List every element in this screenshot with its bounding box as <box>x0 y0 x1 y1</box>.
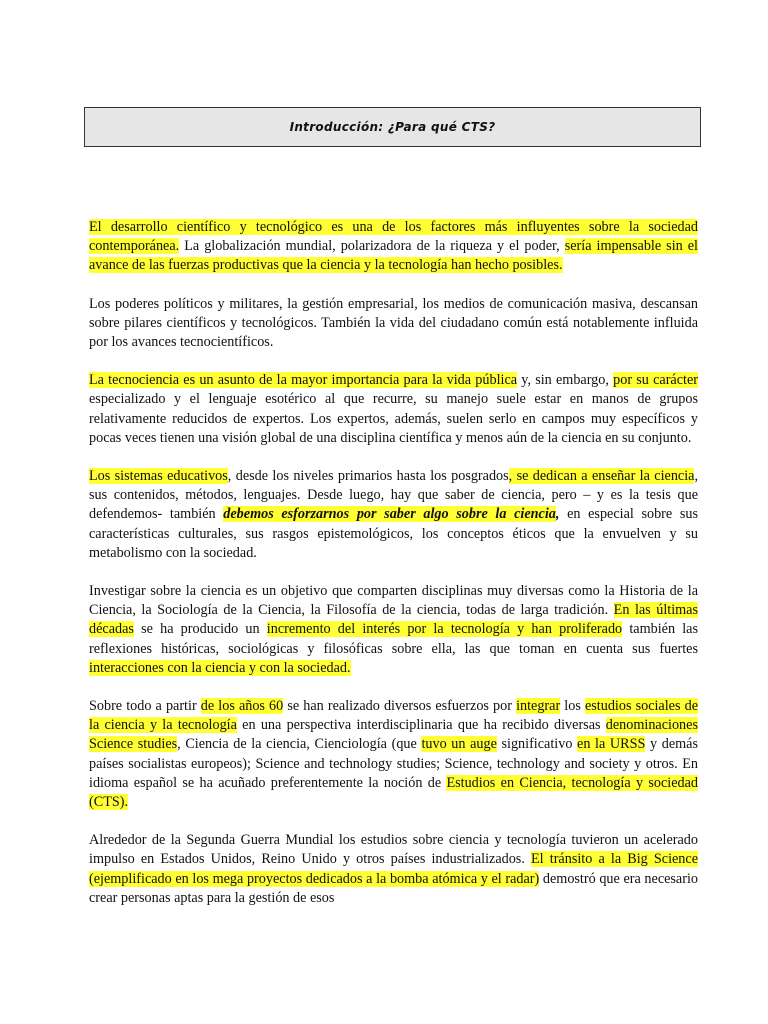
title-box <box>84 107 701 147</box>
highlighted-text: debemos esforzarnos por saber algo sobre la ciencia <box>223 506 556 523</box>
highlighted-text: de los años 60 <box>200 698 284 715</box>
text-run: La globalización mundial, polarizadora de la riqueza y el poder, <box>179 238 565 255</box>
text-run: se ha producido un <box>133 621 267 638</box>
paragraph <box>89 467 698 563</box>
text-run: los <box>560 698 585 715</box>
highlighted-text: incremento del interés por la tecnología y han proliferado <box>266 621 623 638</box>
text-run: Alrededor de la Segunda Guerra Mundial los estudios sobre ciencia y tecnología tuvieron un acelerado impulso en Estados Unidos, Reino Unido y otros países industrializados. <box>89 832 698 868</box>
text-run: también las reflexiones históricas, sociológicas y filosóficas sobre ella, las que toman en cuenta sus fuertes <box>89 621 698 657</box>
highlighted-text: tuvo un auge <box>421 736 497 753</box>
text-run: Investigar sobre la ciencia es un objetivo que comparten disciplinas muy diversas como la Historia de la Ciencia, la Sociología de la Ciencia, la Filosofía de la ciencia, todas de larga tradición. <box>89 583 698 619</box>
text-run: significativo <box>496 736 578 753</box>
text-run: Sobre todo a partir <box>89 698 201 715</box>
highlighted-text: por su carácter <box>613 372 698 389</box>
paragraph <box>89 582 698 678</box>
text-run: se han realizado diversos esfuerzos por <box>283 698 517 715</box>
highlighted-text: sería impensable sin el avance de las fuerzas productivas que la ciencia y la tecnología han hecho posibles. <box>89 238 698 274</box>
highlighted-text: denominaciones Science studies <box>89 717 698 753</box>
highlighted-text: El desarrollo científico y tecnológico es una de los factores más influyentes sobre la sociedad contemporánea. <box>89 219 698 255</box>
text-run: especializado y el lenguaje esotérico al que recurre, su manejo suele estar en manos de grupos relativamente reducidos de expertos. Los expertos, además, suelen serlo en campos muy específicos y pocas veces tienen una visión global de una disciplina científica y menos aún de la ciencia en su conjunto. <box>89 391 698 446</box>
text-run: , desde los niveles primarios hasta los posgrados <box>227 468 509 485</box>
text-run: demostró que era necesario crear personas aptas para la gestión de esos <box>89 870 698 906</box>
highlighted-text: interacciones con la ciencia y con la sociedad. <box>89 659 351 676</box>
text-run: , <box>555 506 560 523</box>
paragraph <box>89 295 698 353</box>
paragraph <box>89 218 698 276</box>
text-run: en una perspectiva interdisciplinaria que ha recibido diversas <box>236 717 606 734</box>
paragraph <box>89 831 698 908</box>
document-title: Introducción: ¿Para qué CTS? <box>289 120 496 134</box>
text-run: , Ciencia de la ciencia, Cienciología (que <box>177 736 422 753</box>
text-run: en especial sobre sus características culturales, sus rasgos epistemológicos, los conceptos éticos que la envuelven y su metabolismo con la sociedad. <box>89 506 698 561</box>
text-run: Los poderes políticos y militares, la gestión empresarial, los medios de comunicación masiva, descansan sobre pilares científicos y tecnológicos. También la vida del ciudadano común está notablemente influida por los avances tecnocientíficos. <box>89 295 698 351</box>
highlighted-text: integrar <box>516 698 561 715</box>
text-run: , sus contenidos, métodos, lenguajes. Desde luego, hay que saber de ciencia, pero – y es la tesis que defendemos- también <box>89 468 698 523</box>
highlighted-text: La tecnociencia es un asunto de la mayor importancia para la vida pública <box>89 372 518 389</box>
highlighted-text: , se dedican a enseñar la ciencia <box>508 468 695 485</box>
highlighted-text: Estudios en Ciencia, tecnología y sociedad (CTS). <box>89 774 698 811</box>
text-run: y demás países socialistas europeos); Science and technology studies; Science, technology and society y otros. En idioma español se ha acuñado preferentemente la noción de <box>89 736 699 791</box>
paragraph <box>89 697 698 812</box>
document-body <box>89 218 698 927</box>
highlighted-text: Los sistemas educativos <box>89 468 228 485</box>
highlighted-text: en la URSS <box>577 736 646 753</box>
text-run: y, sin embargo, <box>517 372 614 389</box>
paragraph <box>89 371 698 448</box>
highlighted-text: En las últimas décadas <box>89 602 699 638</box>
highlighted-text: estudios sociales de la ciencia y la tecnología <box>89 698 698 734</box>
highlighted-text: El tránsito a la Big Science (ejemplificado en los mega proyectos dedicados a la bomba atómica y el radar) <box>89 851 698 887</box>
